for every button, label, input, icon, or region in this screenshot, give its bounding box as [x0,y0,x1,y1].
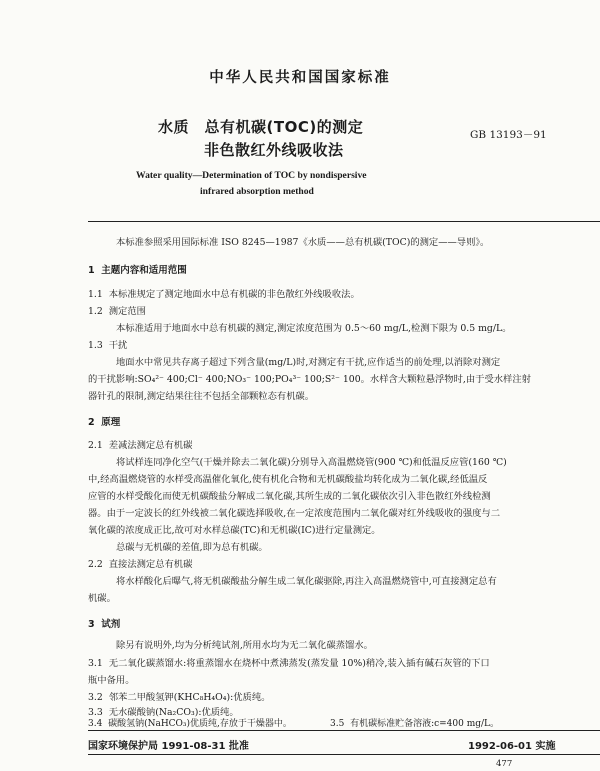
clause-number: 3.1 [88,658,103,669]
section-number: 1 [88,265,95,276]
clause-1-3-line-3: 器针孔的限制,测定结果往往不包括全部颗粒态有机碳。 [88,391,315,402]
clause-2-1-line-3: 应管的水样受酸化而使无机碳酸盐分解成二氧化碳,其所生成的二氧化碳依次引入非色散红外线检测 [88,491,491,502]
clause-1-3-line-2: 的干扰影响:SO₄²⁻ 400;Cl⁻ 400;NO₃⁻ 100;PO₄³⁻ 100;S²⁻ 100。水样含大颗粒悬浮物时,由于受水样注射 [88,374,531,385]
section-title: 主题内容和适用范围 [101,265,187,276]
clause-2-1-line-1: 将试样连同净化空气(干燥并除去二氧化碳)分别导入高温燃烧管(900 ℃)和低温反应管(160 ℃) [116,457,507,468]
clause-1-1 [88,286,360,303]
clause-3-5 [330,718,499,730]
clause-number: 3.2 [88,692,103,703]
clause-number: 3.5 [330,719,345,729]
clause-1-3-line-1: 地面水中常见共存离子超过下列含量(mg/L)时,对测定有干扰,应作适当的前处理,以消除对测定 [116,357,501,368]
clause-1-2-heading [88,303,146,320]
clause-2-1-line-2: 中,经高温燃烧管的水样受高温催化氧化,使有机化合物和无机碳酸盐均转化成为二氧化碳,经低温反 [88,474,488,485]
english-title-line-2: infrared absorption method [200,186,314,197]
section-3-text: 除另有说明外,均为分析纯试剂,所用水均为无二氧化碳蒸馏水。 [116,640,373,651]
section-number: 2 [88,417,95,428]
section-title: 原理 [101,417,121,428]
clause-title: 测定范围 [108,306,146,317]
clause-number: 1.1 [88,289,103,300]
clause-2-2-line-1: 将水样酸化后曝气,将无机碳酸盐分解生成二氧化碳驱除,再注入高温燃烧管中,可直接测定总有 [116,576,497,587]
header-divider [88,221,600,222]
intro-text: 本标准参照采用国际标准 ISO 8245—1987《水质——总有机碳(TOC)的测定——导则》。 [116,237,490,248]
national-standard-heading: 中华人民共和国国家标准 [209,70,391,86]
clause-text: 本标准规定了测定地面水中总有机碳的非色散红外线吸收法。 [108,289,360,300]
clause-2-1-line-6: 总碳与无机碳的差值,即为总有机碳。 [116,542,268,553]
clause-title: 干扰 [108,340,128,351]
clause-text: 有机碳标准贮备溶液:c=400 mg/L。 [350,719,500,729]
clause-3-1-line-1 [88,655,490,672]
clause-2-2-heading [88,556,192,573]
clause-number: 3.3 [88,707,103,718]
english-title-line-1: Water quality—Determination of TOC by nondispersive [136,170,367,181]
clause-3-4 [88,718,292,730]
standard-code: GB 13193－91 [470,129,547,141]
clause-1-2-text: 本标准适用于地面水中总有机碳的测定,测定浓度范围为 0.5～60 mg/L,检测下限为 0.5 mg/L。 [116,323,512,334]
clause-number: 3.4 [88,719,103,729]
footer-divider-top [88,730,600,731]
footer-divider-bottom [88,754,600,755]
implementation-date: 1992-06-01 实施 [468,741,556,752]
clause-number: 1.3 [88,340,103,351]
clause-text: 邻苯二甲酸氢钾(KHC₈H₄O₄):优质纯。 [108,692,271,703]
title-line-1: 水质 总有机碳(TOC)的测定 [158,118,364,136]
clause-2-2-line-2: 机碳。 [88,593,116,604]
clause-number: 2.2 [88,559,103,570]
clause-number: 2.1 [88,440,103,451]
section-1-heading [88,262,187,276]
clause-2-1-line-5: 氧化碳的浓度成正比,故可对水样总碳(TC)和无机碳(IC)进行定量测定。 [88,525,381,536]
page-number: 477 [496,759,513,769]
section-2-heading [88,414,120,428]
section-number: 3 [88,619,95,630]
clause-title: 直接法测定总有机碳 [108,559,193,570]
clause-2-1-line-4: 器。由于一定波长的红外线被二氧化碳选择吸收,在一定浓度范围内二氧化碳对红外线吸收的强度与二 [88,508,501,519]
title-line-2: 非色散红外线吸收法 [204,141,344,159]
clause-1-3-heading [88,337,127,354]
clause-3-1-line-2: 瓶中备用。 [88,675,135,686]
clause-2-1-heading [88,437,192,454]
approval-note: 国家环境保护局 1991-08-31 批准 [88,741,249,752]
clause-text: 无水碳酸钠(Na₂CO₃):优质纯。 [108,707,239,718]
clause-title: 差减法测定总有机碳 [108,440,193,451]
section-3-heading [88,616,120,630]
section-title: 试剂 [101,619,121,630]
clause-text: 碳酸氢钠(NaHCO₃)优质纯,存放于干燥器中。 [108,719,292,729]
clause-number: 1.2 [88,306,103,317]
clause-text: 无二氧化碳蒸馏水:将重蒸馏水在烧杯中煮沸蒸发(蒸发量 10%)稍冷,装入插有碱石灰管的下口 [108,658,490,669]
